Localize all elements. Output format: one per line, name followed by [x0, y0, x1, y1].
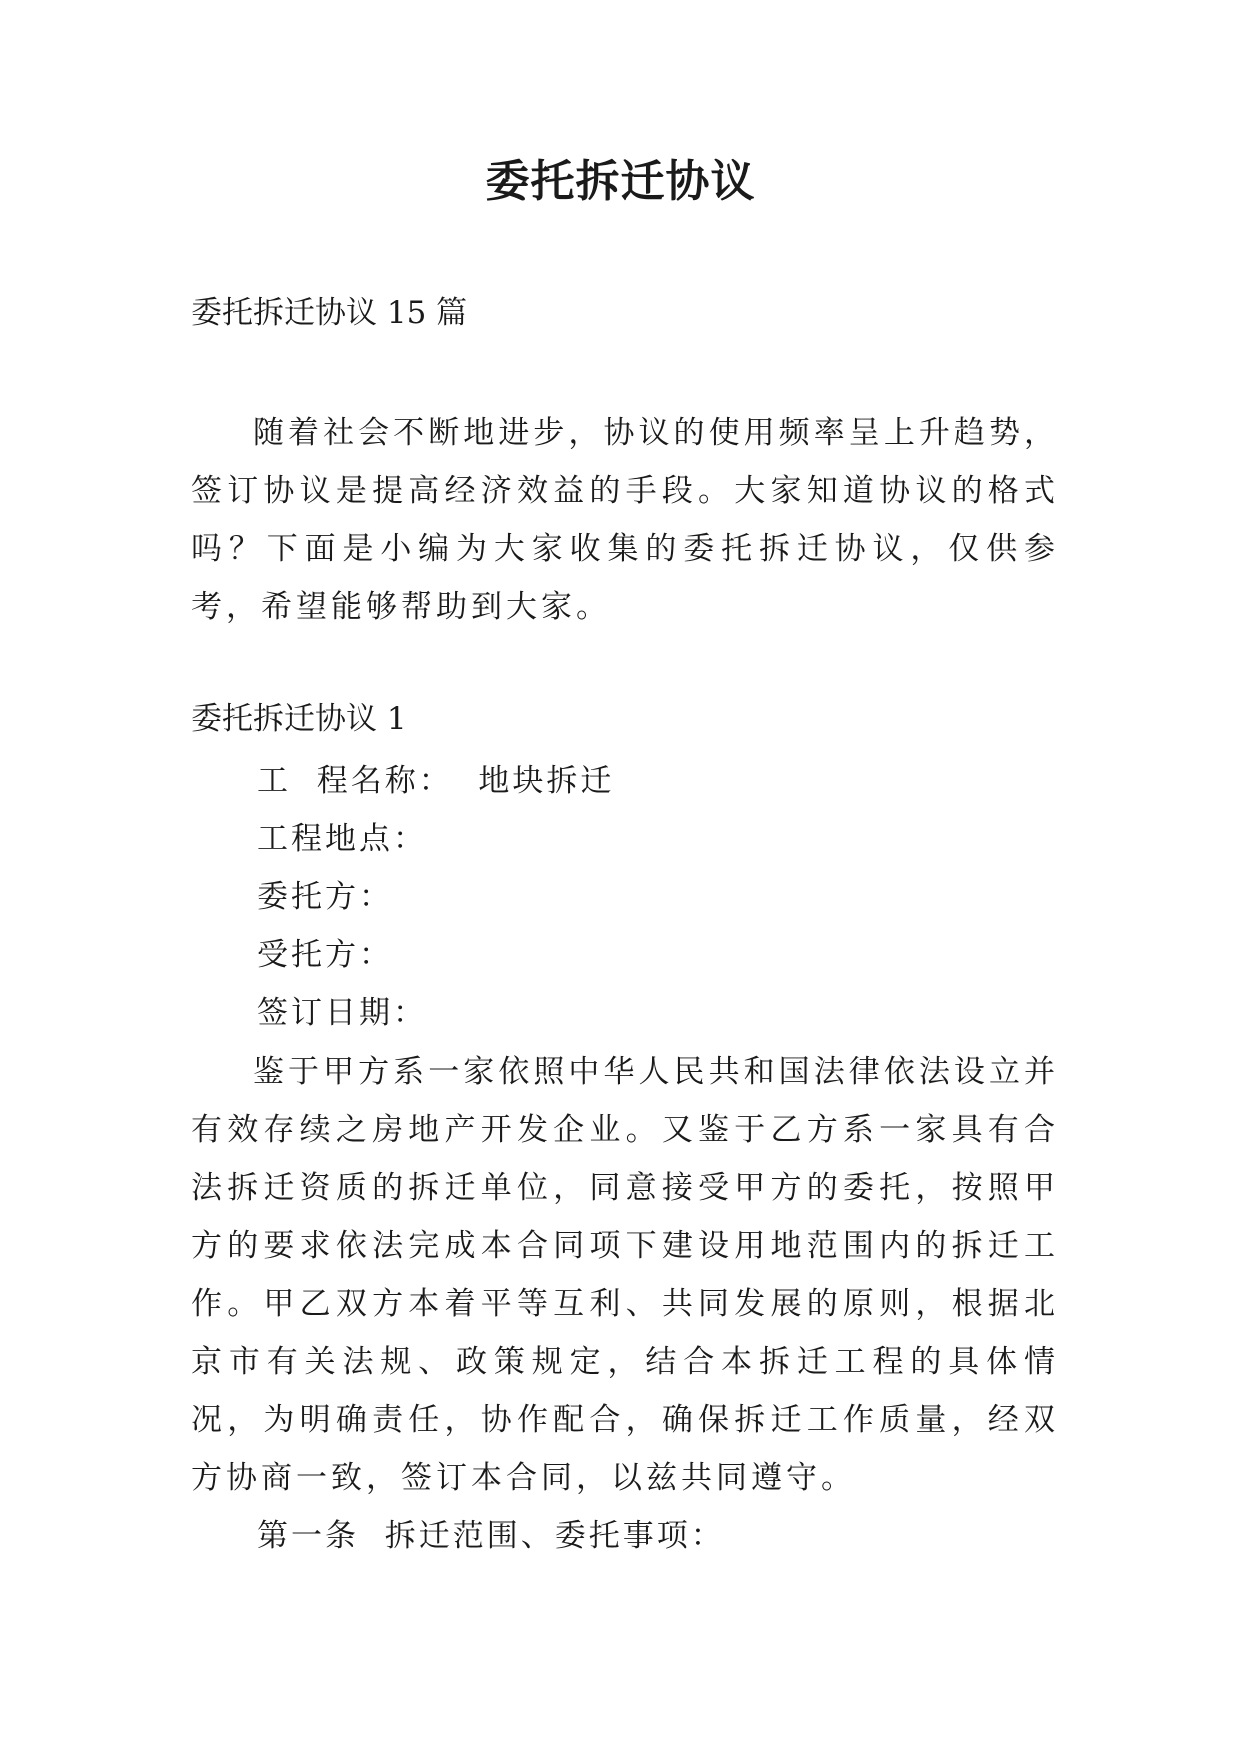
field-project-location: 工程地点： [257, 821, 427, 857]
document-title: 委托拆迁协议 [485, 156, 756, 207]
document-subtitle: 委托拆迁协议 15 篇 [191, 295, 468, 331]
intro-paragraph: 随着社会不断地进步，协议的使用频率呈上升趋势，签订协议是提高经济效益的手段。大家知道协议的格式吗？下面是小编为大家收集的委托拆迁协议，仅供参考，希望能够帮助到大家。 [191, 415, 1059, 625]
field-entrusting-party: 委托方： [257, 879, 393, 915]
recitals-paragraph: 鉴于甲方系一家依照中华人民共和国法律依法设立并有效存续之房地产开发企业。又鉴于乙方系一家具有合法拆迁资质的拆迁单位，同意接受甲方的委托，按照甲方的要求依法完成本合同项下建设用地范围内的拆迁工作。甲乙双方本着平等互利、共同发展的原则，根据北京市有关法规、政策规定，结合本拆迁工程的具体情况，为明确责任，协作配合，确保拆迁工作质量，经双方协商一致，签订本合同，以兹共同遵守。 [191, 1054, 1059, 1496]
section-title: 委托拆迁协议 1 [191, 701, 407, 737]
project-fields [257, 752, 1057, 1042]
field-entrusted-party: 受托方： [257, 937, 393, 973]
article-1-heading: 第一条 拆迁范围、委托事项： [257, 1518, 725, 1554]
field-project-name: 工 程名称： 地块拆迁 [257, 763, 615, 799]
field-signing-date: 签订日期： [257, 995, 427, 1031]
